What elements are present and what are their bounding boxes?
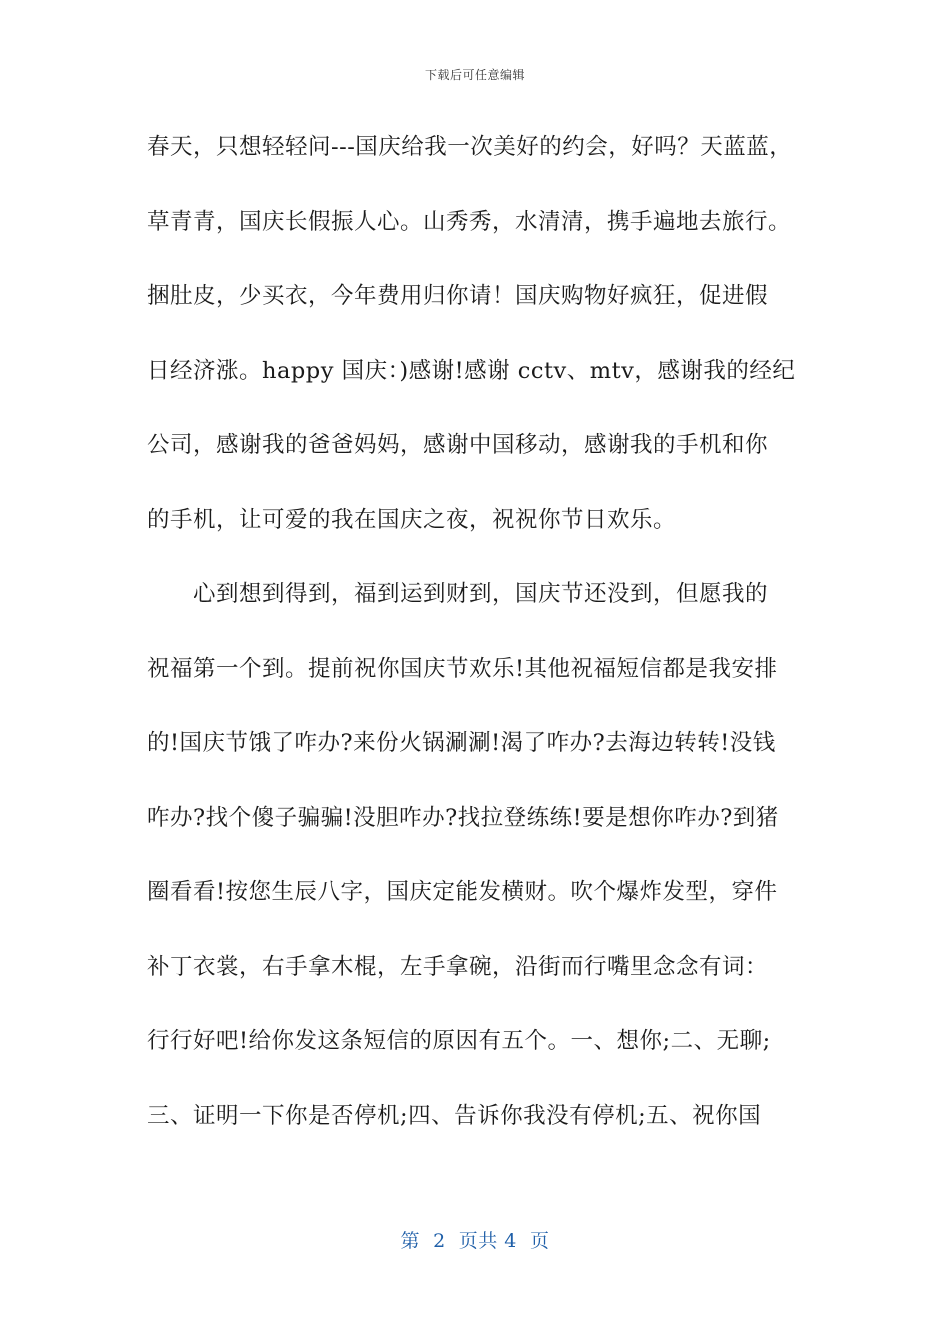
text-line: 三、证明一下你是否停机;四、告诉你我没有停机;五、祝你国 [147,1102,762,1129]
text-line: 补丁衣裳，右手拿木棍，左手拿碗，沿街而行嘴里念念有词： [147,953,769,980]
text-line: 咋办?找个傻子骗骗!没胆咋办?找拉登练练!要是想你咋办?到猪 [147,804,779,831]
paragraph-start-line: 心到想到得到，福到运到财到，国庆节还没到，但愿我的 [193,581,769,607]
text-line: 的!国庆节饿了咋办?来份火锅涮涮!渴了咋办?去海边转转!没钱 [147,730,776,756]
page-number-footer: 第 2 页共 4 页 [400,1230,550,1252]
text-line: 行行好吧!给你发这条短信的原因有五个。一、想你;二、无聊; [147,1028,771,1054]
text-line: 公司，感谢我的爸爸妈妈，感谢中国移动，感谢我的手机和你 [147,432,769,458]
text-line: 日经济涨。happy 国庆：)感谢!感谢 cctv、mtv，感谢我的经纪 [147,357,796,384]
text-line: 捆肚皮，少买衣，今年费用归你请！国庆购物好疯狂，促进假 [147,283,769,309]
document-body [147,125,817,1168]
text-line: 的手机，让可爱的我在国庆之夜，祝祝你节日欢乐。 [147,506,677,533]
text-line: 圈看看!按您生辰八字，国庆定能发横财。吹个爆炸发型，穿件 [147,879,778,905]
text-line: 祝福第一个到。提前祝你国庆节欢乐!其他祝福短信都是我安排 [147,655,778,682]
text-line: 草青青，国庆长假振人心。山秀秀，水清清，携手遍地去旅行。 [147,208,792,235]
page-header: 下载后可任意编辑 [424,68,525,82]
text-line: 春天，只想轻轻问---国庆给我一次美好的约会，好吗？天蓝蓝， [147,134,793,160]
